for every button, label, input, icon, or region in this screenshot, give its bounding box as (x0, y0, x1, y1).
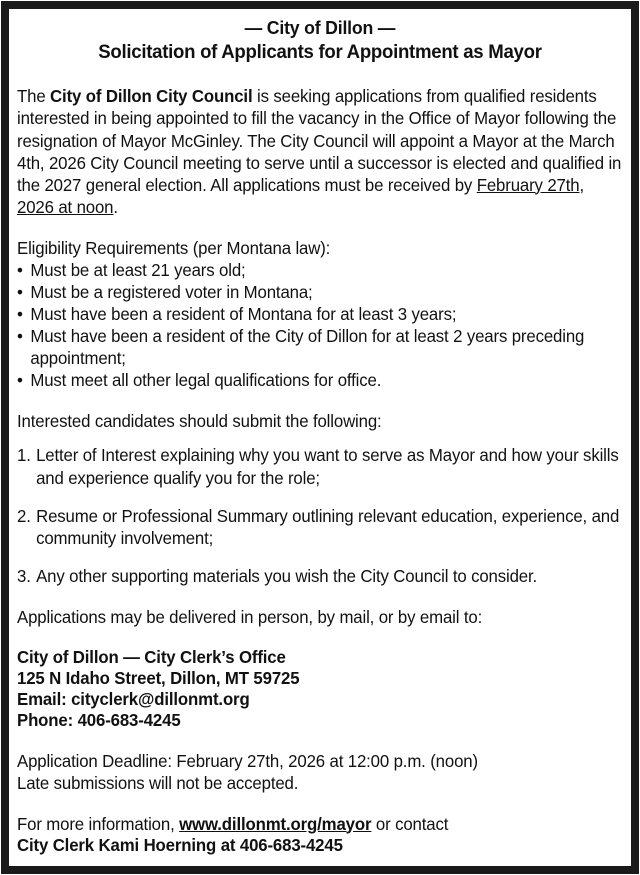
list-item: • Must meet all other legal qualifications for office. (17, 369, 623, 391)
headline-city-line: — City of Dillon — (244, 17, 396, 38)
contact-email: Email: cityclerk@dillonmt.org (17, 689, 250, 710)
delivery-instructions: Applications may be delivered in person, by mail, or by email to: (17, 606, 483, 627)
intro-remainder: is seeking applications from qualified residents interested in being appointed to fill the vacancy in the Office of Mayor following the resignation of Mayor McGinley. The City Council will appoint a Mayor at the March 4th, 2026 City Council meeting to serve until a successor is elected and qualified in the 2027 general election. All applications must be received by (17, 86, 622, 195)
deadline-late-line: Late submissions will not be accepted. (17, 773, 299, 794)
footer-prefix: For more information, (17, 813, 180, 834)
submission-list (17, 444, 623, 586)
intro-final-period: . (113, 196, 118, 217)
contact-phone: Phone: 406-683-4245 (17, 710, 181, 731)
list-item: • Must have been a resident of Montana for at least 3 years; (17, 303, 623, 325)
list-item: • Must be a registered voter in Montana; (17, 281, 623, 303)
notice-outer-border (1, 1, 639, 874)
spacer (17, 628, 623, 647)
website-link[interactable]: www.dillonmt.org/mayor (179, 813, 372, 834)
spacer (17, 391, 623, 410)
spacer (17, 587, 623, 606)
list-item: Resume or Professional Summary outlining relevant education, experience, and community involvement; (36, 505, 620, 548)
spacer (17, 64, 623, 85)
headline-title-line: Solicitation of Applicants for Appointment as Mayor (98, 40, 542, 63)
intro-paragraph (17, 85, 623, 217)
intro-council-name: City of Dillon City Council (50, 86, 253, 107)
footer-suffix: or contact (371, 813, 449, 834)
deadline-block (17, 750, 623, 794)
list-item: Letter of Interest explaining why you want to serve as Mayor and how your skills and experience qualify you for the role; (36, 445, 619, 488)
deadline-date-line: Application Deadline: February 27th, 2026 at 12:00 p.m. (noon) (17, 751, 478, 772)
spacer (17, 795, 623, 814)
contact-block (17, 647, 623, 731)
list-item: • Must have been a resident of the City of Dillon for at least 2 years preceding appointment; (17, 325, 623, 369)
notice-content (17, 17, 623, 856)
intro-deadline-underlined: February 27th, 2026 at noon (17, 174, 585, 217)
intro-lead: The (17, 86, 51, 107)
spacer (17, 218, 623, 237)
list-item: Any other supporting materials you wish the City Council to consider. (36, 565, 538, 586)
spacer (17, 432, 623, 444)
contact-address: 125 N Idaho Street, Dillon, MT 59725 (17, 668, 300, 689)
footer-info-line (17, 814, 623, 835)
notice-inner-border (7, 7, 633, 868)
submission-heading: Interested candidates should submit the following: (17, 411, 382, 432)
spacer (17, 731, 623, 750)
notice-headline (17, 17, 623, 64)
footer-clerk-contact: City Clerk Kami Hoerning at 406-683-4245 (17, 834, 343, 855)
list-item: • Must be at least 21 years old; (17, 259, 623, 281)
footer-block (17, 814, 623, 857)
eligibility-list (17, 259, 623, 391)
contact-office-name: City of Dillon — City Clerk’s Office (17, 646, 286, 667)
eligibility-heading: Eligibility Requirements (per Montana law): (17, 237, 331, 258)
